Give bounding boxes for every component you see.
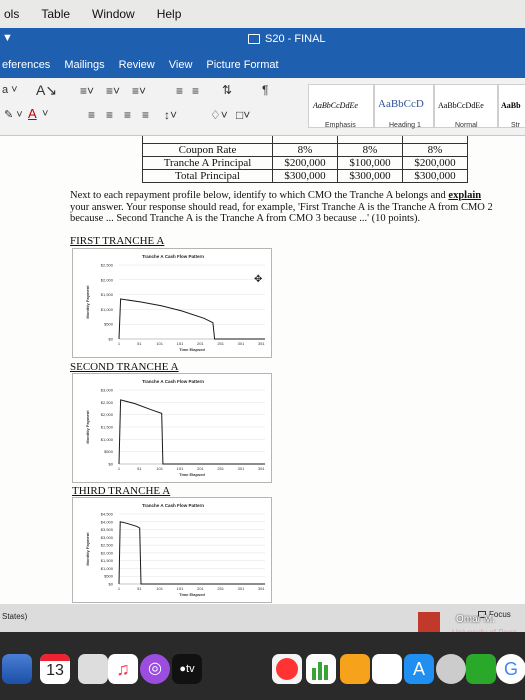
question-paragraph [70,190,500,225]
document-icon [248,34,260,44]
dock-tv-icon[interactable]: ●tv [172,654,202,684]
font-size-dropdown-icon[interactable]: a ˅ [2,84,18,96]
shading-icon[interactable]: ♢˅ [210,108,228,122]
table-cell [403,136,468,143]
dock-news-icon[interactable] [272,654,302,684]
font-color-icon[interactable]: A [28,106,37,121]
tab-review[interactable]: Review [118,59,155,71]
x-tick-label: 151 [176,341,184,346]
document-area[interactable] [0,136,525,604]
x-tick-label: 251 [217,586,225,591]
y-tick-label: $1,500 [100,424,113,430]
x-tick-label: 301 [237,466,245,471]
chart-title: Tranche A Cash Flow Pattern [142,254,204,259]
dock-appstore-icon[interactable]: A [404,654,434,684]
dock-keynote-icon[interactable] [340,654,370,684]
status-language[interactable]: States) [2,612,28,621]
document-title-text: S20 - FINAL [265,33,326,45]
x-tick-label: 51 [137,586,142,591]
x-axis-label: Time Elapsed [179,472,205,477]
dock-finder-icon[interactable] [2,654,32,684]
y-tick-label: $3,000 [100,387,113,393]
series-line [119,299,265,339]
table-cell: $300,000 [403,169,468,182]
y-tick-label: $1,500 [100,558,113,564]
table-row [143,156,468,169]
style-normal-name: Normal [455,122,478,129]
dock-pages-icon[interactable] [372,654,402,684]
align-left-icon[interactable]: ≡ [88,108,96,122]
x-tick-label: 351 [257,466,265,471]
x-tick-label: 301 [237,341,245,346]
chart-svg [73,374,273,484]
ribbon-tabs [0,52,525,78]
calendar-day: 13 [46,662,64,679]
tv-label: tv [186,663,195,675]
y-tick-label: $500 [104,449,113,455]
y-axis-label: Monthly Payment [85,532,90,566]
mac-dock [0,632,525,700]
line-spacing-icon[interactable]: ↕˅ [164,108,178,122]
mac-menubar [0,0,525,28]
calendar-header [40,654,70,661]
decrease-indent-icon[interactable]: ≡ [176,84,184,98]
x-tick-label: 301 [237,586,245,591]
document-page[interactable] [0,136,525,604]
dock-calendar-icon[interactable] [40,654,70,684]
x-tick-label: 51 [137,466,142,471]
justify-icon[interactable]: ≡ [142,108,150,122]
y-axis-label: Monthly Payment [85,410,90,444]
y-tick-label: $2,000 [100,412,113,418]
y-tick-label: $0 [108,336,113,342]
chart-svg [73,249,273,359]
table-row [143,169,468,182]
table-cell [273,136,338,143]
y-tick-label: $500 [104,573,113,579]
table-row-partial [143,136,468,143]
cmo-comparison-table [142,136,468,183]
increase-indent-icon[interactable]: ≡ [192,84,200,98]
section-heading-second: SECOND TRANCHE A [70,361,179,373]
style-strong[interactable] [498,84,525,128]
chart-third-tranche[interactable] [72,497,272,603]
clear-format-icon[interactable]: A↘ [36,82,58,98]
table-cell: $300,000 [338,169,403,182]
table-cell [338,136,403,143]
table-cell: 8% [273,143,338,156]
section-heading-third: THIRD TRANCHE A [72,485,171,497]
dock-settings-icon[interactable] [436,654,466,684]
y-tick-label: $0 [108,461,113,467]
menu-item-window[interactable]: Window [92,7,135,21]
tab-picture-format[interactable]: Picture Format [206,59,279,71]
table-cell: 8% [403,143,468,156]
multilevel-list-icon[interactable]: ≡˅ [132,84,147,98]
table-cell: $300,000 [273,169,338,182]
x-axis-label: Time Elapsed [179,592,205,597]
x-axis-label: Time Elapsed [179,347,205,352]
menu-item-help[interactable]: Help [156,7,182,21]
style-normal[interactable] [434,84,498,128]
x-tick-label: 351 [257,341,265,346]
menu-item-table[interactable]: Table [41,7,71,21]
bar [318,662,322,680]
y-axis-label: Monthly Payment [85,285,90,319]
question-text-after: your answer. Your response should read, for example, 'First Tranche A is the Tranche A from CMO 2 because ... Second Tranche A is the Tranche A from CMO 3 because ...' (10 points). [70,201,493,224]
x-tick-label: 151 [176,466,184,471]
question-text-bold: explain [448,190,482,201]
question-text-before: Next to each repayment profile below, identify to which CMO the Tranche A belongs and [70,190,449,201]
series-line [119,400,265,464]
dock-files-icon[interactable] [78,654,108,684]
style-heading-1-sample: AaBbCcD [378,98,424,110]
x-tick-label: 101 [156,341,164,346]
x-tick-label: 101 [156,586,164,591]
x-tick-label: 351 [257,586,265,591]
bullets-icon[interactable]: ≡˅ [80,84,95,98]
x-tick-label: 251 [217,466,225,471]
y-tick-label: $2,500 [100,262,113,268]
style-emphasis-sample: AaBbCcDdEe [313,101,358,110]
table-cell [143,136,273,143]
style-emphasis-name: Emphasis [325,122,356,129]
table-cell: $200,000 [273,156,338,169]
table-cell: Total Principal [143,169,273,182]
style-strong-name: Str [511,122,520,129]
y-tick-label: $0 [108,581,113,587]
x-tick-label: 251 [217,341,225,346]
sort-icon[interactable]: ⇅ [222,83,233,97]
y-tick-label: $2,000 [100,277,113,283]
tab-view[interactable]: View [168,59,193,71]
style-heading-1-name: Heading 1 [389,122,421,129]
avatar [418,612,440,632]
x-tick-label: 151 [176,586,184,591]
y-tick-label: $2,000 [100,550,113,556]
menu-item-tools[interactable]: ols [4,7,20,21]
table-cell: Coupon Rate [143,143,273,156]
x-tick-label: 201 [196,341,204,346]
x-tick-label: 101 [156,466,164,471]
y-tick-label: $1,000 [100,306,113,312]
y-tick-label: $1,000 [100,565,113,571]
x-tick-label: 1 [117,586,121,591]
align-right-icon[interactable]: ≡ [124,108,132,122]
chart-svg [73,498,273,604]
x-tick-label: 201 [196,466,204,471]
tab-references[interactable]: eferences [2,59,51,71]
table-cell: $100,000 [338,156,403,169]
y-tick-label: $4,500 [100,511,113,517]
chart-second-tranche[interactable] [72,373,272,483]
dock-excel-icon[interactable] [466,654,496,684]
section-heading-first: FIRST TRANCHE A [70,235,165,247]
style-normal-sample: AaBbCcDdEe [438,101,484,110]
y-tick-label: $500 [104,321,113,327]
bar [312,668,316,680]
table-cell: 8% [338,143,403,156]
x-tick-label: 201 [196,586,204,591]
numbering-icon[interactable]: ≡˅ [106,84,121,98]
y-tick-label: $2,500 [100,542,113,548]
y-tick-label: $4,000 [100,519,113,525]
style-strong-sample: AaBb [501,101,521,110]
style-heading-1[interactable] [374,84,434,128]
y-tick-label: $1,500 [100,292,113,298]
document-title [248,33,326,45]
pilcrow-icon[interactable]: ¶ [262,83,269,97]
dock-podcasts-icon[interactable]: ◎ [140,654,170,684]
y-tick-label: $3,500 [100,527,113,533]
style-emphasis[interactable] [308,84,374,128]
news-badge [276,658,298,680]
y-tick-label: $1,000 [100,436,113,442]
table-row [143,143,468,156]
y-tick-label: $2,500 [100,399,113,405]
x-tick-label: 51 [137,341,142,346]
align-center-icon[interactable]: ≡ [106,108,114,122]
chart-title: Tranche A Cash Flow Pattern [142,503,204,508]
notification-name: Omar M. [456,614,495,625]
resize-handle-icon[interactable]: ✥ [254,274,263,285]
dock-music-icon[interactable]: ♫ [108,654,138,684]
ribbon-home-panel [0,78,525,136]
chart-first-tranche[interactable] [72,248,272,358]
x-tick-label: 1 [117,466,121,471]
borders-icon[interactable]: □˅ [236,108,251,122]
bar [324,665,328,680]
dock-numbers-icon[interactable] [306,654,336,684]
quick-access-dropdown-icon[interactable]: ▼ [2,32,13,44]
highlight-dropdown-icon[interactable]: ✎ ˅ [4,109,23,121]
table-cell: Tranche A Principal [143,156,273,169]
table-cell: $200,000 [403,156,468,169]
focus-label: Focus [489,610,511,619]
tab-mailings[interactable]: Mailings [64,59,105,71]
chart-title: Tranche A Cash Flow Pattern [142,379,204,384]
font-color-dropdown-icon[interactable]: ˅ [42,108,49,120]
window-titlebar [0,28,525,52]
x-tick-label: 1 [117,341,121,346]
dock-chrome-icon[interactable]: G [496,654,525,684]
y-tick-label: $3,000 [100,534,113,540]
